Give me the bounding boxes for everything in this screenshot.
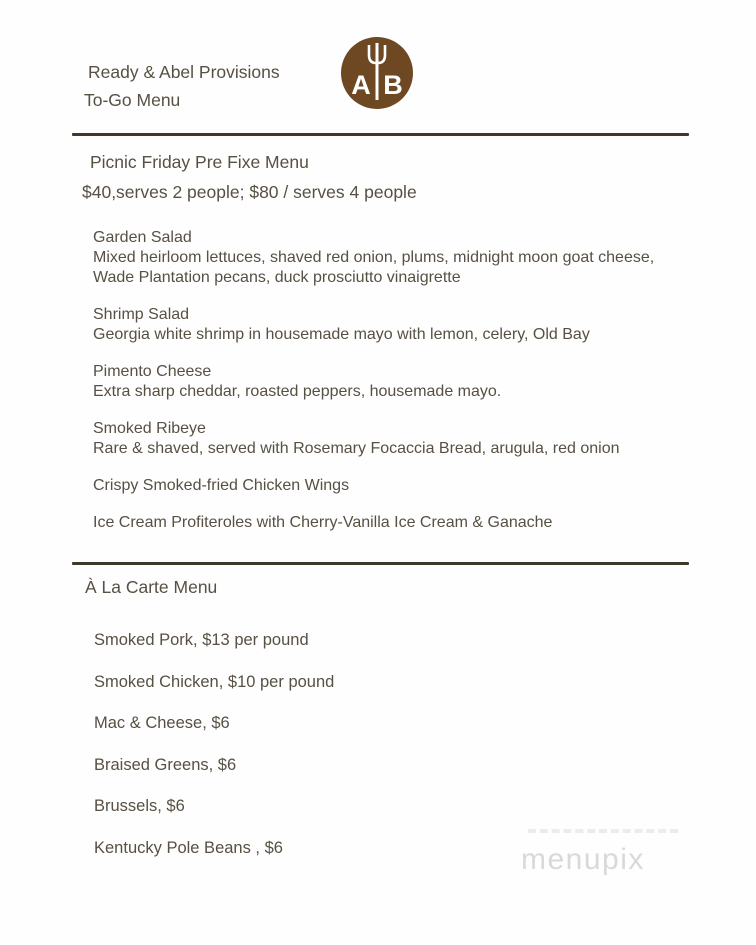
item-name: Shrimp Salad bbox=[93, 306, 190, 323]
menu-type-title: To-Go Menu bbox=[84, 90, 181, 110]
item-description: Rare & shaved, served with Rosemary Focaccia Bread, arugula, red onion bbox=[93, 440, 620, 457]
menu-item bbox=[93, 228, 693, 288]
item-name: Smoked Ribeye bbox=[93, 420, 206, 437]
item-description: Mixed heirloom lettuces, shaved red onion, plums, midnight moon goat cheese, Wade Plantation pecans, duck prosciutto vinaigrette bbox=[93, 249, 655, 286]
logo-letter-a: A bbox=[351, 70, 371, 100]
alacarte-item: Kentucky Pole Beans , $6 bbox=[94, 838, 283, 857]
item-name: Pimento Cheese bbox=[93, 363, 212, 380]
alacarte-item: Braised Greens, $6 bbox=[94, 755, 237, 774]
prefixe-item-list bbox=[93, 228, 693, 550]
menu-item bbox=[93, 362, 693, 402]
item-description: Georgia white shrimp in housemade mayo with lemon, celery, Old Bay bbox=[93, 326, 590, 343]
alacarte-item: Smoked Pork, $13 per pound bbox=[94, 631, 309, 649]
alacarte-item: Smoked Chicken, $10 per pound bbox=[94, 672, 335, 691]
ab-logo bbox=[340, 36, 414, 110]
section-divider-bottom bbox=[72, 562, 689, 565]
alacarte-item: Brussels, $6 bbox=[94, 797, 185, 815]
item-name: Crispy Smoked-fried Chicken Wings bbox=[93, 477, 350, 494]
logo-letter-b: B bbox=[383, 70, 403, 100]
alacarte-item: Mac & Cheese, $6 bbox=[94, 714, 230, 732]
item-name: Ice Cream Profiteroles with Cherry-Vanilla Ice Cream & Ganache bbox=[93, 514, 553, 531]
prefixe-pricing: $40,serves 2 people; $80 / serves 4 people bbox=[82, 182, 417, 202]
alacarte-section-title: À La Carte Menu bbox=[85, 577, 218, 597]
menu-item bbox=[93, 513, 693, 533]
restaurant-name: Ready & Abel Provisions bbox=[88, 62, 280, 82]
alacarte-item-list bbox=[94, 630, 694, 879]
watermark-dashes bbox=[528, 829, 678, 833]
item-description: Extra sharp cheddar, roasted peppers, housemade mayo. bbox=[93, 383, 502, 400]
item-name: Garden Salad bbox=[93, 229, 192, 246]
section-divider-top bbox=[72, 133, 689, 136]
menu-item bbox=[93, 476, 693, 496]
menupix-watermark: menupix bbox=[521, 843, 645, 876]
menu-item bbox=[93, 305, 693, 345]
menu-item bbox=[93, 419, 693, 459]
prefixe-section-title: Picnic Friday Pre Fixe Menu bbox=[90, 152, 309, 172]
